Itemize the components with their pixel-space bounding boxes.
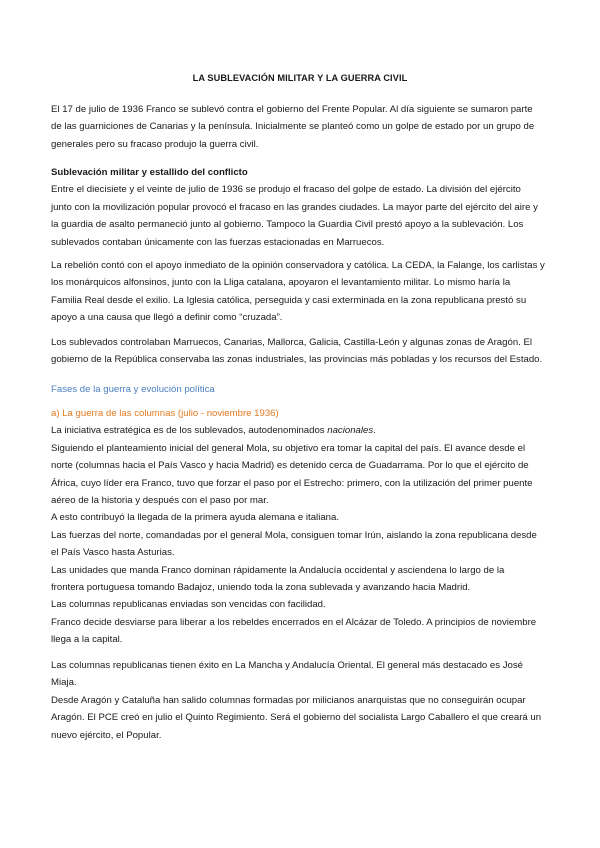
subsection-heading: a) La guerra de las columnas (julio - noviembre 1936) [51, 408, 279, 419]
section-2 [51, 381, 549, 398]
section-heading: Fases de la guerra y evolución política [51, 384, 215, 395]
text-line: Entre el diecisiete y el veinte de julio de 1936 se produjo el fracaso del golpe de estado. La división del ejército [51, 184, 521, 196]
document-title: LA SUBLEVACIÓN MILITAR Y LA GUERRA CIVIL [192, 73, 408, 83]
text-line: Siguiendo el planteamiento inicial del general Mola, su objetivo era tomar la capital del país. El avance desde el [51, 442, 526, 454]
text-line: gobierno de la República conservaba las zonas industriales, las provincias más pobladas y los recursos del Estado. [51, 354, 543, 366]
italic-term: nacionales [327, 425, 374, 437]
text-line: Franco decide desviarse para liberar a los rebeldes encerrados en el Alcázar de Toledo. A principios de noviembre [51, 616, 537, 628]
closing-paragraph-2 [51, 692, 549, 744]
text-line: La rebelión contó con el apoyo inmediato de la opinión conservadora y católica. La CEDA, la Falange, los carlistas y [51, 260, 545, 271]
text-line: la guardia de asalto permaneció junto al gobierno. Tampoco la Guardia Civil prestó apoyo a la sublevación. Los [51, 219, 524, 231]
text-line: apoyo a una causa que llegó a definir como “cruzada”. [51, 312, 283, 324]
text-line: Desde Aragón y Cataluña han salido columnas formadas por milicianos anarquistas que no conseguirán ocupar [51, 695, 526, 706]
text-line: junto con la movilización popular provocó el fracaso en las grandes ciudades. La mayor parte del ejército del aire y [51, 201, 538, 213]
text-line: nuevo ejército, el Popular. [51, 729, 162, 741]
text-line: A esto contribuyó la llegada de la primera ayuda alemana e italiana. [51, 512, 339, 524]
text-line: frontera portuguesa tomando Badajoz, uniendo toda la zona sublevada y avanzando hacia Madrid. [51, 582, 471, 594]
text-line: Los sublevados controlaban Marruecos, Canarias, Mallorca, Galicia, Castilla-León y algunas zonas de Aragón. El [51, 337, 533, 348]
section-1-paragraph-2 [51, 257, 549, 327]
text-line: Las fuerzas del norte, comandadas por el general Mola, consiguen tomar Irún, aislando la zona republicana desde [51, 529, 537, 541]
text-line: Las columnas republicanas tienen éxito en La Mancha y Andalucía Oriental. El general más destacado es José [51, 660, 523, 671]
section-1-paragraph-3 [51, 334, 549, 369]
text-line: norte (columnas hacia el País Vasco y hacia Madrid) es detenido cerca de Guadarrama. Por lo que el ejército de [51, 460, 529, 472]
text-line: El 17 de julio de 1936 Franco se sublevó contra el gobierno del Frente Popular. Al día siguiente se sumaron parte [51, 104, 533, 115]
section-heading: Sublevación militar y estallido del conflicto [51, 167, 248, 178]
text-line: Aragón. El PCE creó en julio el Quinto Regimiento. Será el gobierno del socialista Largo Caballero el que creará un [51, 712, 542, 724]
text-run: La iniciativa estratégica es de los sublevados, autodenominados [51, 425, 328, 437]
text-run: . [373, 425, 376, 437]
text-line: de las guarniciones de Canarias y la península. Inicialmente se planteó como un golpe de estado por un grupo de [51, 121, 535, 133]
text-line: el País Vasco hasta Asturias. [51, 547, 175, 559]
section-1 [51, 164, 549, 251]
text-line: Las columnas republicanas enviadas son vencidas con facilidad. [51, 599, 326, 611]
text-line [51, 422, 549, 439]
text-line: los monárquicos alfonsinos, junto con la Lliga catalana, apoyaron el levantamiento militar. Lo mismo haría la [51, 277, 511, 289]
text-line: África, cuyo líder era Franco, tuvo que forzar el paso por el Estrecho: primero, con la utilización del primer puente [51, 477, 533, 489]
text-line: sublevados contaban únicamente con las fuerzas estacionadas en Marruecos. [51, 236, 385, 248]
text-line: aéreo de la historia y después con el paso por mar. [51, 495, 269, 507]
subsection-a [51, 405, 549, 649]
text-line: Miaja. [51, 677, 77, 689]
text-line: Las unidades que manda Franco dominan rápidamente la Andalucía occidental y asciendena lo largo de la [51, 564, 505, 576]
text-line: generales pero su fracaso produjo la guerra civil. [51, 138, 259, 150]
intro-paragraph [51, 101, 549, 153]
text-line: Familia Real desde el exilio. La Iglesia católica, perseguida y casi exterminada en la zona republicana prestó su [51, 294, 527, 306]
text-line: llega a la capital. [51, 634, 123, 646]
closing-paragraph-1 [51, 657, 549, 692]
